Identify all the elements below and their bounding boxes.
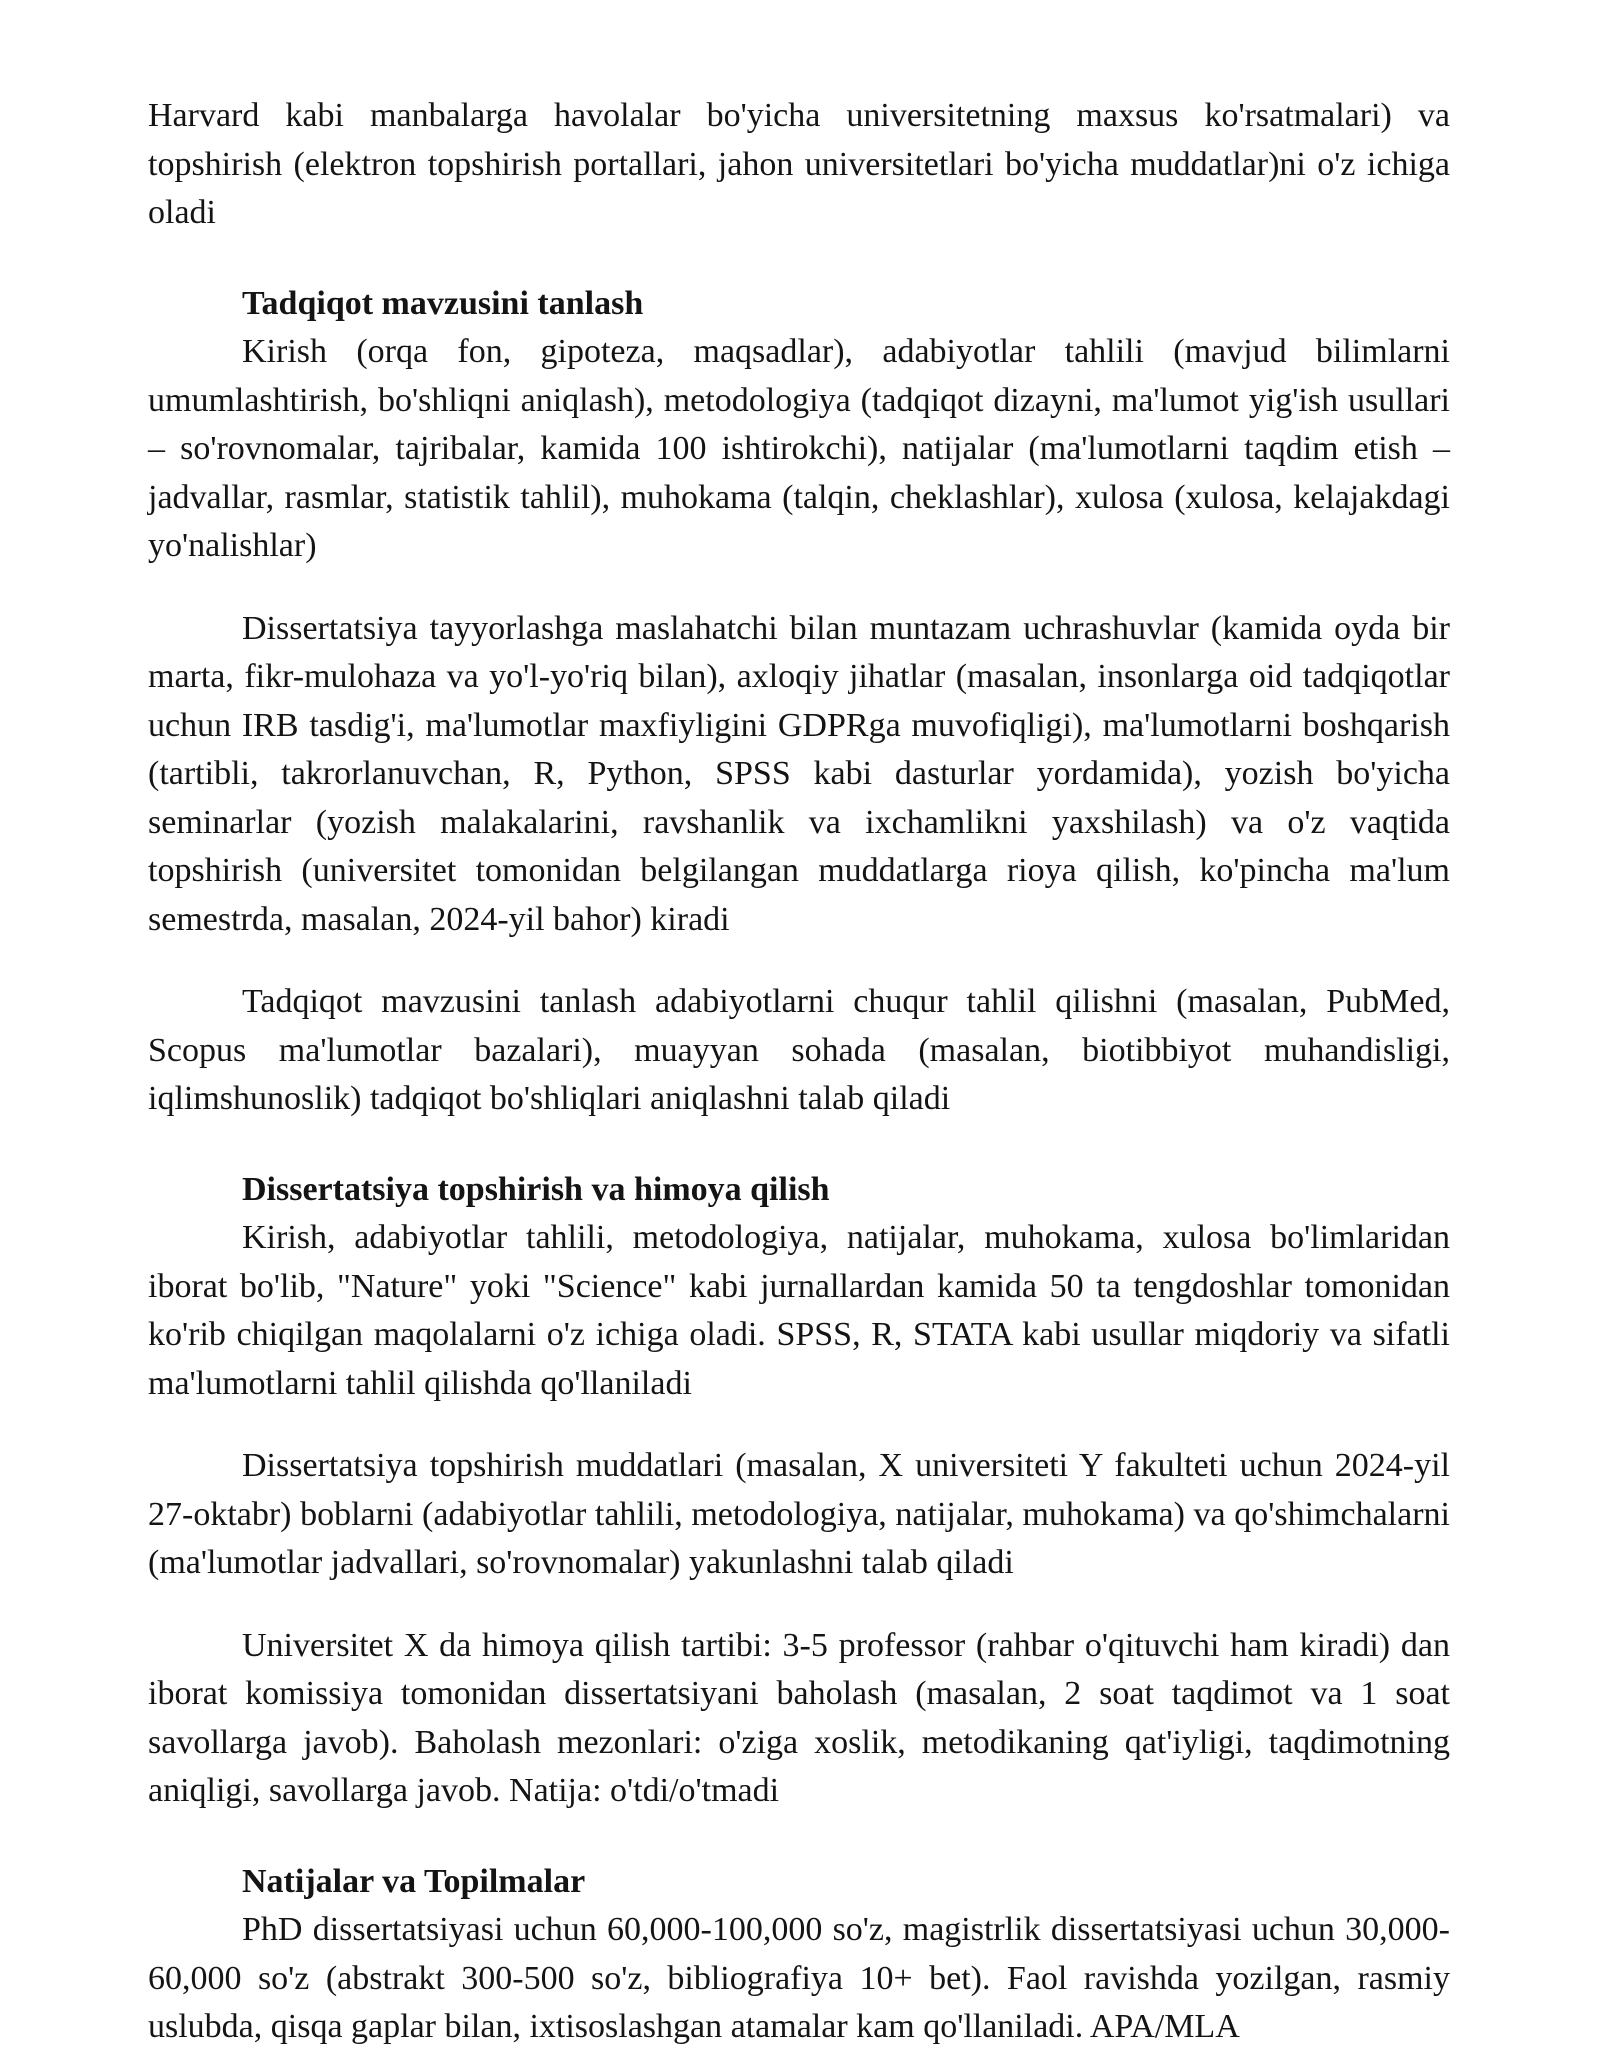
document-page: [148, 92, 1450, 2052]
body-paragraph: Kirish, adabiyotlar tahlili, metodologiya, natijalar, muhokama, xulosa bo'limlaridan iborat bo'lib, "Nature" yoki "Science" kabi jurnallardan kamida 50 ta tengdoshlar tomonidan ko'rib chiqilgan maqolalarni o'z ichiga oladi. SPSS, R, STATA kabi usullar miqdoriy va sifatli ma'lumotlarni tahlil qilishda qo'llaniladi: [148, 1219, 1450, 1402]
intro-paragraph: Harvard kabi manbalarga havolalar bo'yicha universitetning maxsus ko'rsatmalari) va topshirish (elektron topshirish portallari, jahon universitetlari bo'yicha muddatlar)ni o'z ichiga oladi: [148, 97, 1450, 231]
body-paragraph: Tadqiqot mavzusini tanlash adabiyotlarni chuqur tahlil qilishni (masalan, PubMed, Scopus ma'lumotlar bazalari), muayyan sohada (masalan, biotibbiyot muhandisligi, iqlimshunoslik) tadqiqot bo'shliqlari aniqlashni talab qiladi: [148, 983, 1450, 1117]
section-heading-results-findings: Natijalar va Topilmalar: [242, 1862, 586, 1900]
body-paragraph: Dissertatsiya topshirish muddatlari (masalan, X universiteti Y fakulteti uchun 2024-yil 27-oktabr) boblarni (adabiyotlar tahlili, metodologiya, natijalar, muhokama) va qo'shimchalarni (ma'lumotlar jadvallari, so'rovnomalar) yakunlashni talab qiladi: [148, 1447, 1450, 1581]
body-paragraph: Kirish (orqa fon, gipoteza, maqsadlar), adabiyotlar tahlili (mavjud bilimlarni umumlashtirish, bo'shliqni aniqlash), metodologiya (tadqiqot dizayni, ma'lumot yig'ish usullari – so'rovnomalar, tajribalar, kamida 100 ishtirokchi), natijalar (ma'lumotlarni taqdim etish – jadvallar, rasmlar, statistik tahlil), muhokama (talqin, cheklashlar), xulosa (xulosa, kelajakdagi yo'nalishlar): [148, 333, 1450, 564]
body-paragraph: Dissertatsiya tayyorlashga maslahatchi bilan muntazam uchrashuvlar (kamida oyda bir marta, fikr-mulohaza va yo'l-yo'riq bilan), axloqiy jihatlar (masalan, insonlarga oid tadqiqotlar uchun IRB tasdig'i, ma'lumotlar maxfiyligini GDPRga muvofiqligi), ma'lumotlarni boshqarish (tartibli, takrorlanuvchan, R, Python, SPSS kabi dasturlar yordamida), yozish bo'yicha seminarlar (yozish malakalarini, ravshanlik va ixchamlikni yaxshilash) va o'z vaqtida topshirish (universitet tomonidan belgilangan muddatlarga rioya qilish, ko'pincha ma'lum semestrda, masalan, 2024-yil bahor) kiradi: [148, 609, 1450, 938]
section-heading-topic-selection: Tadqiqot mavzusini tanlash: [242, 284, 644, 322]
body-paragraph: Universitet X da himoya qilish tartibi: 3-5 professor (rahbar o'qituvchi ham kiradi) dan iborat komissiya tomonidan dissertatsiyani baholash (masalan, 2 soat taqdimot va 1 soat savollarga javob). Baholash mezonlari: o'ziga xoslik, metodikaning qat'iyligi, taqdimotning aniqligi, savollarga javob. Natija: o'tdi/o'tmadi: [148, 1626, 1450, 1809]
section-heading-submission-defense: Dissertatsiya topshirish va himoya qilish: [242, 1170, 830, 1208]
body-paragraph: PhD dissertatsiyasi uchun 60,000-100,000 so'z, magistrlik dissertatsiyasi uchun 30,000-60,000 so'z (abstrakt 300-500 so'z, bibliografiya 10+ bet). Faol ravishda yozilgan, rasmiy uslubda, qisqa gaplar bilan, ixtisoslashgan atamalar kam qo'llaniladi. APA/MLA: [148, 1911, 1450, 2045]
